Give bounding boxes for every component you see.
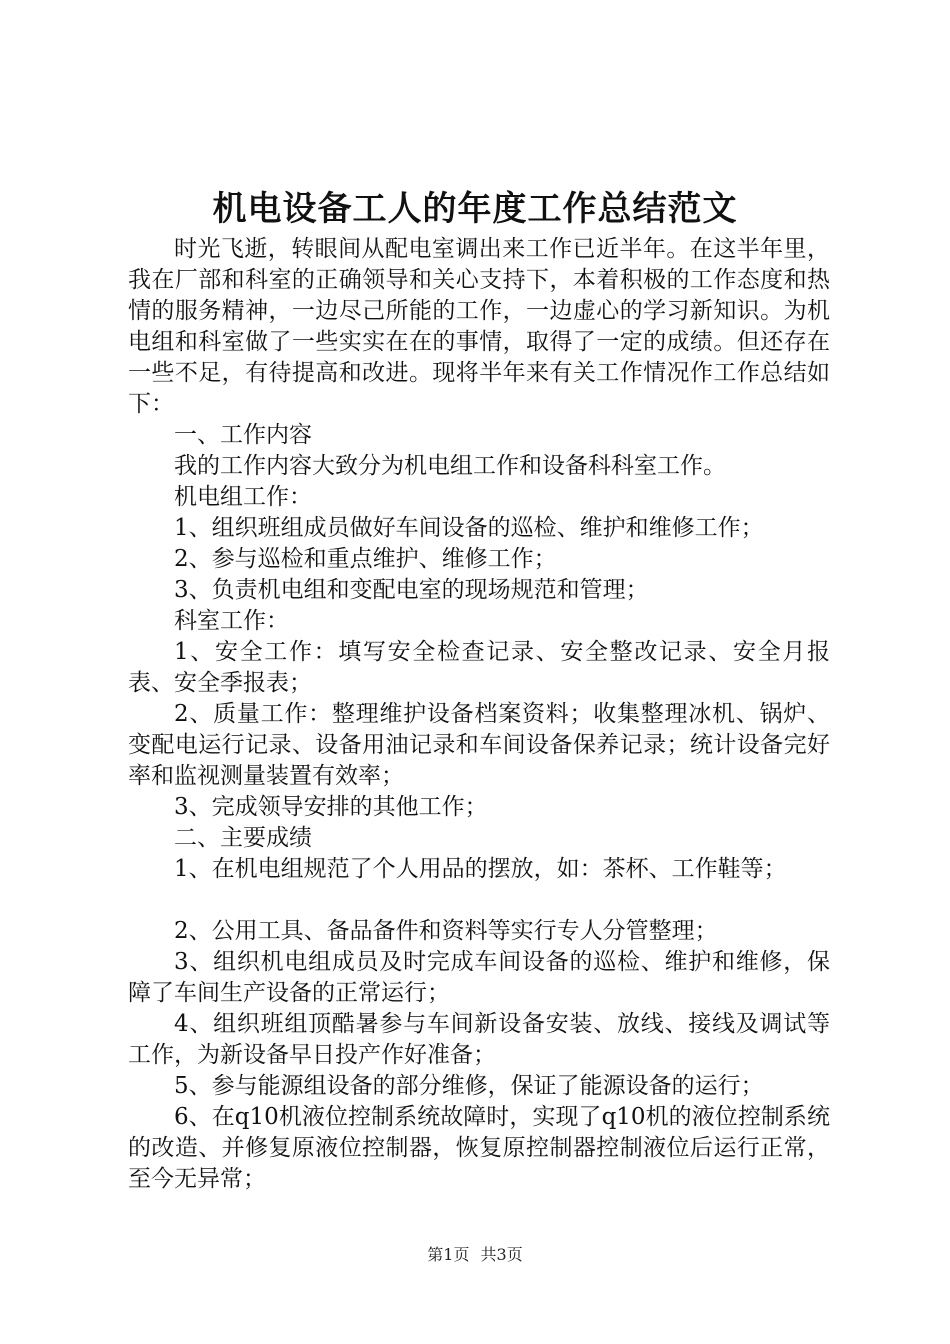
list-item: 1、在机电组规范了个人用品的摆放，如：茶杯、工作鞋等； xyxy=(174,856,787,882)
list-item: 1、组织班组成员做好车间设备的巡检、维护和维修工作； xyxy=(174,515,764,541)
page-footer xyxy=(0,1244,950,1266)
subheading-office-work: 科室工作： xyxy=(174,608,289,634)
list-item: 5、参与能源组设备的部分维修，保证了能源设备的运行； xyxy=(174,1073,764,1099)
list-item: 4、组织班组顶酷暑参与车间新设备安装、放线、接线及调试等工作，为新设备早日投产作好准备； xyxy=(128,1011,830,1068)
paragraph: 我的工作内容大致分为机电组工作和设备科科室工作。 xyxy=(174,453,726,479)
page-total: 共3页 xyxy=(480,1245,523,1264)
list-item: 2、参与巡检和重点维护、维修工作； xyxy=(174,546,557,572)
list-item: 3、完成领导安排的其他工作； xyxy=(174,794,488,820)
section-heading-work-content: 一、工作内容 xyxy=(174,422,312,448)
page-number: 第1页 xyxy=(427,1245,470,1264)
section-heading-achievements: 二、主要成绩 xyxy=(174,825,312,851)
document-body xyxy=(128,234,830,1195)
list-item: 2、质量工作：整理维护设备档案资料；收集整理冰机、锅炉、变配电运行记录、设备用油记录和车间设备保养记录；统计设备完好率和监视测量装置有效率； xyxy=(128,701,830,789)
subheading-mechanical-group: 机电组工作： xyxy=(174,484,312,510)
list-item: 2、公用工具、备品备件和资料等实行专人分管整理； xyxy=(174,918,718,944)
intro-paragraph: 时光飞逝，转眼间从配电室调出来工作已近半年。在这半年里，我在厂部和科室的正确领导和关心支持下，本着积极的工作态度和热情的服务精神，一边尽己所能的工作，一边虚心的学习新知识。为机电组和科室做了一些实实在在的事情，取得了一定的成绩。但还存在一些不足，有待提高和改进。现将半年来有关工作情况作工作总结如下： xyxy=(128,236,830,417)
list-item: 3、组织机电组成员及时完成车间设备的巡检、维护和维修，保障了车间生产设备的正常运行； xyxy=(128,949,830,1006)
list-item: 6、在q10机液位控制系统故障时，实现了q10机的液位控制系统的改造、并修复原液位控制器，恢复原控制器控制液位后运行正常，至今无异常； xyxy=(128,1104,830,1192)
list-item: 3、负责机电组和变配电室的现场规范和管理； xyxy=(174,577,649,603)
list-item: 1、安全工作：填写安全检查记录、安全整改记录、安全月报表、安全季报表； xyxy=(128,639,830,696)
page-title: 机电设备工人的年度工作总结范文 xyxy=(212,189,738,229)
